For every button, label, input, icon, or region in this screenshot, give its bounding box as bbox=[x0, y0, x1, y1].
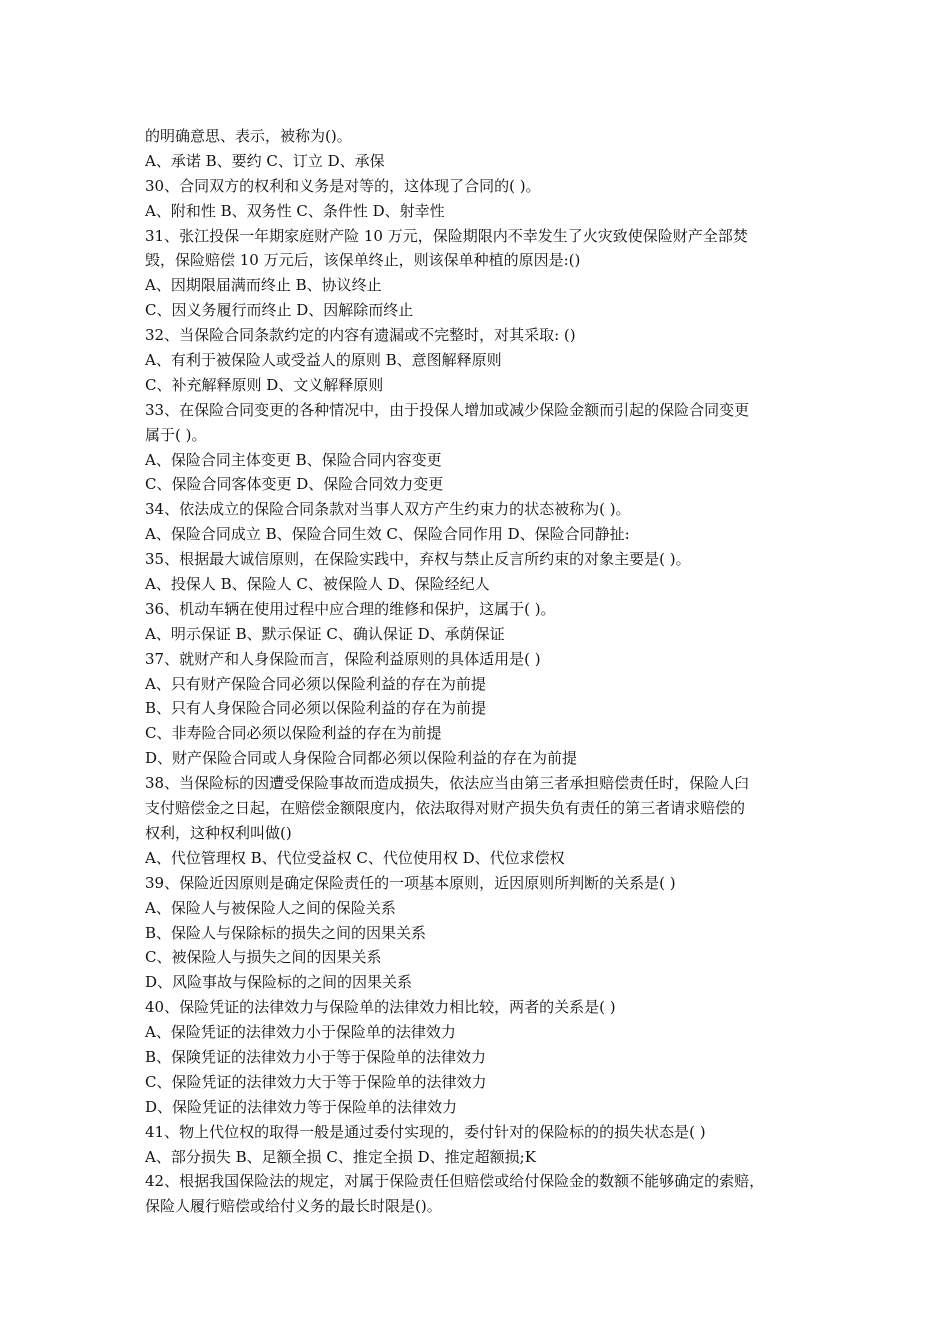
text-line: 保险人履行赔偿或给付义务的最长时限是()。 bbox=[145, 1197, 442, 1216]
text-line: B、保险人与保除标的损失之间的因果关系 bbox=[145, 923, 427, 942]
text-line: D、风险事故与保险标的之间的因果关系 bbox=[145, 973, 413, 992]
text-line: C、非寿险合同必须以保险利益的存在为前提 bbox=[145, 724, 442, 743]
text-line: C、因义务履行而终止 D、因解除而终止 bbox=[145, 301, 414, 320]
text-line: A、保险人与被保险人之间的保险关系 bbox=[145, 898, 396, 917]
text-line: 40、保险凭证的法律效力与保险单的法律效力相比较，两者的关系是( ) bbox=[145, 998, 616, 1017]
text-line: 38、当保险标的因遭受保险事故而造成损失，依法应当由第三者承担赔偿责任时，保险人臼 bbox=[145, 774, 750, 793]
text-line: A、投保人 B、保险人 C、被保险人 D、保险经纪人 bbox=[145, 575, 490, 594]
text-line: A、有利于被保险人或受益人的原则 B、意图解释原则 bbox=[145, 351, 502, 370]
text-line: 的明确意思、表示，被称为()。 bbox=[145, 127, 352, 145]
text-line: 39、保险近因原则是确定保险责任的一项基本原则，近因原则所判断的关系是( ) bbox=[145, 873, 676, 892]
text-line: C、保险凭证的法律效力大于等于保险单的法律效力 bbox=[145, 1072, 487, 1091]
text-line: 37、就财产和人身保险而言，保险利益原则的具体适用是( ) bbox=[145, 649, 541, 668]
text-line: B、保険凭证的法律效力小于等于保险单的法律效力 bbox=[145, 1047, 487, 1066]
document-body bbox=[145, 124, 825, 1219]
text-line: 毁，保险赔偿 10 万元后，该保单终止，则该保单种植的原因是:() bbox=[145, 251, 581, 270]
text-line: A、保险凭证的法律效力小于保险单的法律效力 bbox=[145, 1023, 456, 1042]
text-line: C、补充解释原则 D、文义解释原则 bbox=[145, 375, 384, 394]
text-line: 30、合同双方的权利和义务是对等的，这体现了合同的( )。 bbox=[145, 176, 541, 195]
text-line: A、因期限届满而终止 B、协议终止 bbox=[145, 276, 382, 295]
text-line: A、附和性 B、双务性 C、条件性 D、射幸性 bbox=[145, 201, 445, 220]
text-line: 权利，这种权利叫做() bbox=[145, 823, 292, 842]
text-line: C、被保险人与损失之间的因果关系 bbox=[145, 948, 382, 967]
text-line: 34、依法成立的保险合同条款对当事人双方产生约束力的状态被称为( )。 bbox=[145, 500, 631, 519]
text-line: D、保险凭证的法律效力等于保险单的法律效力 bbox=[145, 1097, 458, 1116]
text-line: 35、根据最大诚信原则，在保险实践中，弃权与禁止反言所约束的对象主要是( )。 bbox=[145, 550, 691, 569]
text-line: 31、张江投保一年期家庭财产险 10 万元，保险期限内不幸发生了火灾致使保险财产全部焚 bbox=[145, 226, 748, 245]
text-line: A、部分损失 B、足额全损 C、推定全损 D、推定超额损;K bbox=[145, 1147, 536, 1166]
text-line: B、只有人身保险合同必须以保险利益的存在为前提 bbox=[145, 699, 487, 718]
text-line: A、保险合同主体变更 B、保险合同内容变更 bbox=[145, 450, 442, 469]
text-line: 42、根据我国保险法的规定，对属于保险责任但赔偿或给付保险金的数额不能够确定的索赔， bbox=[145, 1172, 765, 1191]
text-line: 33、在保险合同变更的各种情况中，由于投保人增加或减少保险金额而引起的保险合同变更 bbox=[145, 400, 750, 419]
text-line: A、只有财产保险合同必须以保险利益的存在为前提 bbox=[145, 674, 486, 693]
text-line: 属于( )。 bbox=[145, 425, 207, 444]
text-line: 32、当保险合同条款约定的内容有遗漏或不完整时，对其采取: () bbox=[145, 326, 576, 345]
text-line: A、明示保证 B、默示保证 C、确认保证 D、承荫保证 bbox=[145, 624, 505, 643]
text-line: 36、机动车辆在使用过程中应合理的维修和保护，这属于( )。 bbox=[145, 599, 556, 618]
text-line: A、承诺 B、要约 C、订立 D、承保 bbox=[145, 151, 385, 170]
text-line: A、保险合同成立 B、保险合同生效 C、保险合同作用 D、保险合同静扯: bbox=[145, 525, 630, 544]
text-line: 41、物上代位权的取得一般是通过委付实现的，委付针对的保险标的的损失状态是( ) bbox=[145, 1122, 706, 1141]
text-line: 支付赔偿金之日起，在赔偿金额限度内，依法取得对财产损失负有责任的第三者请求赔偿的 bbox=[145, 799, 746, 818]
text-line: D、财产保险合同或人身保险合同都必须以保险利益的存在为前提 bbox=[145, 749, 578, 768]
text-line: A、代位管理权 B、代位受益权 C、代位使用权 D、代位求偿权 bbox=[145, 848, 565, 867]
text-line: C、保险合同客体变更 D、保险合同效力变更 bbox=[145, 475, 444, 494]
